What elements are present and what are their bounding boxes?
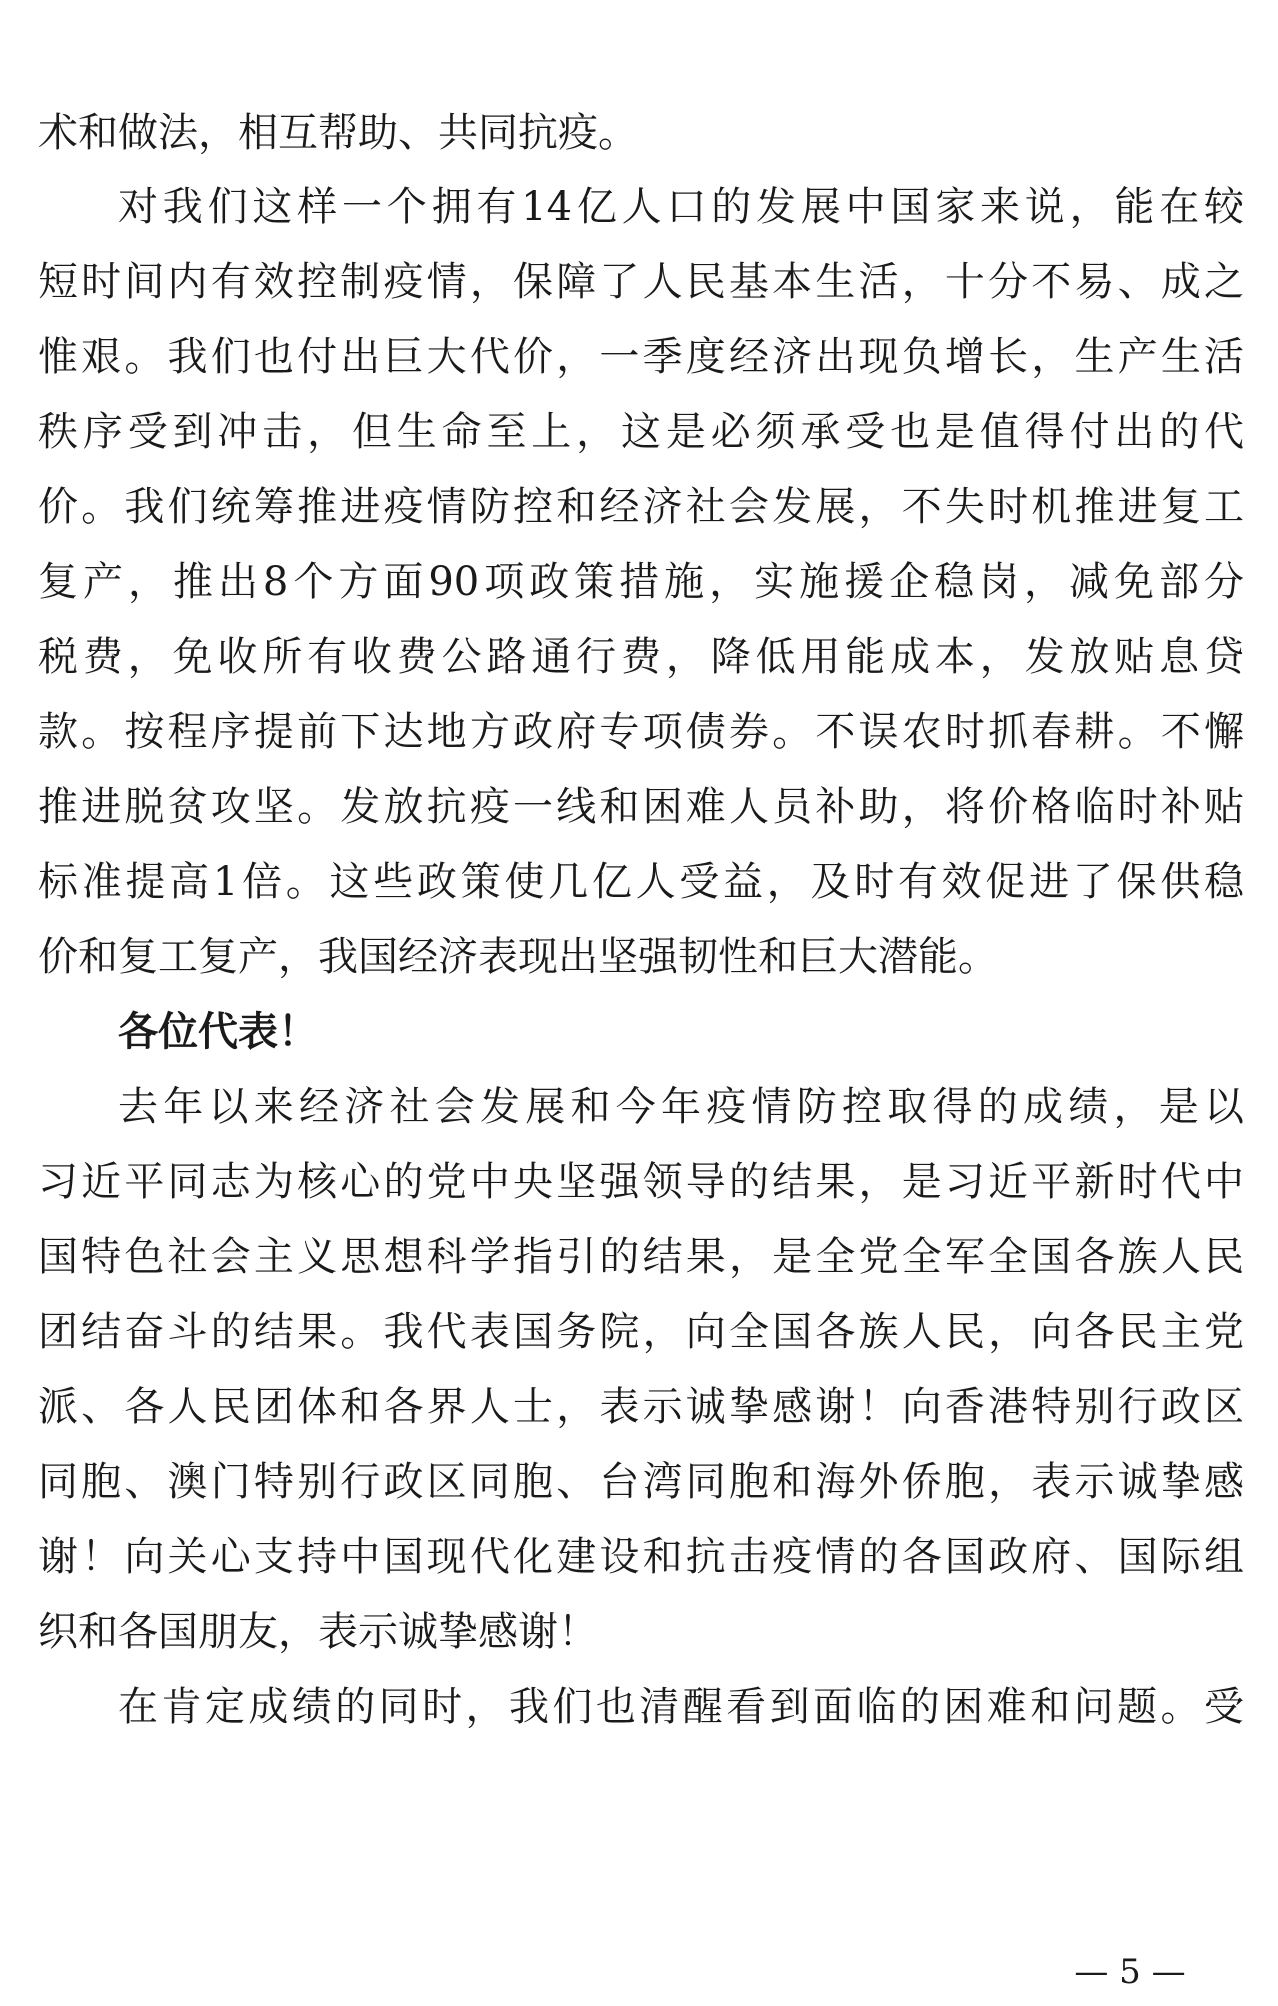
text-line: 国特色社会主义思想科学指引的结果，是全党全军全国各族人民: [38, 1234, 1244, 1280]
text-line: 秩序受到冲击，但生命至上，这是必须承受也是值得付出的代: [38, 409, 1244, 455]
text-line: 惟艰。我们也付出巨大代价，一季度经济出现负增长，生产生活: [38, 334, 1244, 380]
text-line: 同胞、澳门特别行政区同胞、台湾同胞和海外侨胞，表示诚挚感: [38, 1459, 1244, 1505]
text-line: 价。我们统筹推进疫情防控和经济社会发展，不失时机推进复工: [38, 484, 1244, 530]
text-line: 价和复工复产，我国经济表现出坚强韧性和巨大潜能。: [38, 934, 998, 980]
text-line: 团结奋斗的结果。我代表国务院，向全国各族人民，向各民主党: [38, 1309, 1244, 1355]
text-line: 派、各人民团体和各界人士，表示诚挚感谢！向香港特别行政区: [38, 1384, 1244, 1430]
text-line: 税费，免收所有收费公路通行费，降低用能成本，发放贴息贷: [38, 634, 1244, 680]
text-line: 短时间内有效控制疫情，保障了人民基本生活，十分不易、成之: [38, 259, 1244, 305]
text-line: 标准提高1倍。这些政策使几亿人受益，及时有效促进了保供稳: [38, 859, 1244, 905]
text-line: 款。按程序提前下达地方政府专项债券。不误农时抓春耕。不懈: [38, 709, 1244, 755]
text-line: 复产，推出8个方面90项政策措施，实施援企稳岗，减免部分: [38, 559, 1244, 605]
text-line: 去年以来经济社会发展和今年疫情防控取得的成绩，是以: [118, 1084, 1244, 1130]
section-heading: 各位代表！: [118, 1009, 318, 1055]
text-line: 术和做法，相互帮助、共同抗疫。: [38, 110, 638, 156]
text-line: 习近平同志为核心的党中央坚强领导的结果，是习近平新时代中: [38, 1159, 1244, 1205]
text-line: 推进脱贫攻坚。发放抗疫一线和困难人员补助，将价格临时补贴: [38, 784, 1244, 830]
page-number: — 5 —: [1074, 1952, 1186, 1992]
text-line: 在肯定成绩的同时，我们也清醒看到面临的困难和问题。受: [118, 1684, 1244, 1730]
text-line: 织和各国朋友，表示诚挚感谢！: [38, 1609, 598, 1655]
text-line: 谢！向关心支持中国现代化建设和抗击疫情的各国政府、国际组: [38, 1534, 1244, 1580]
text-line: 对我们这样一个拥有14亿人口的发展中国家来说，能在较: [118, 184, 1244, 230]
